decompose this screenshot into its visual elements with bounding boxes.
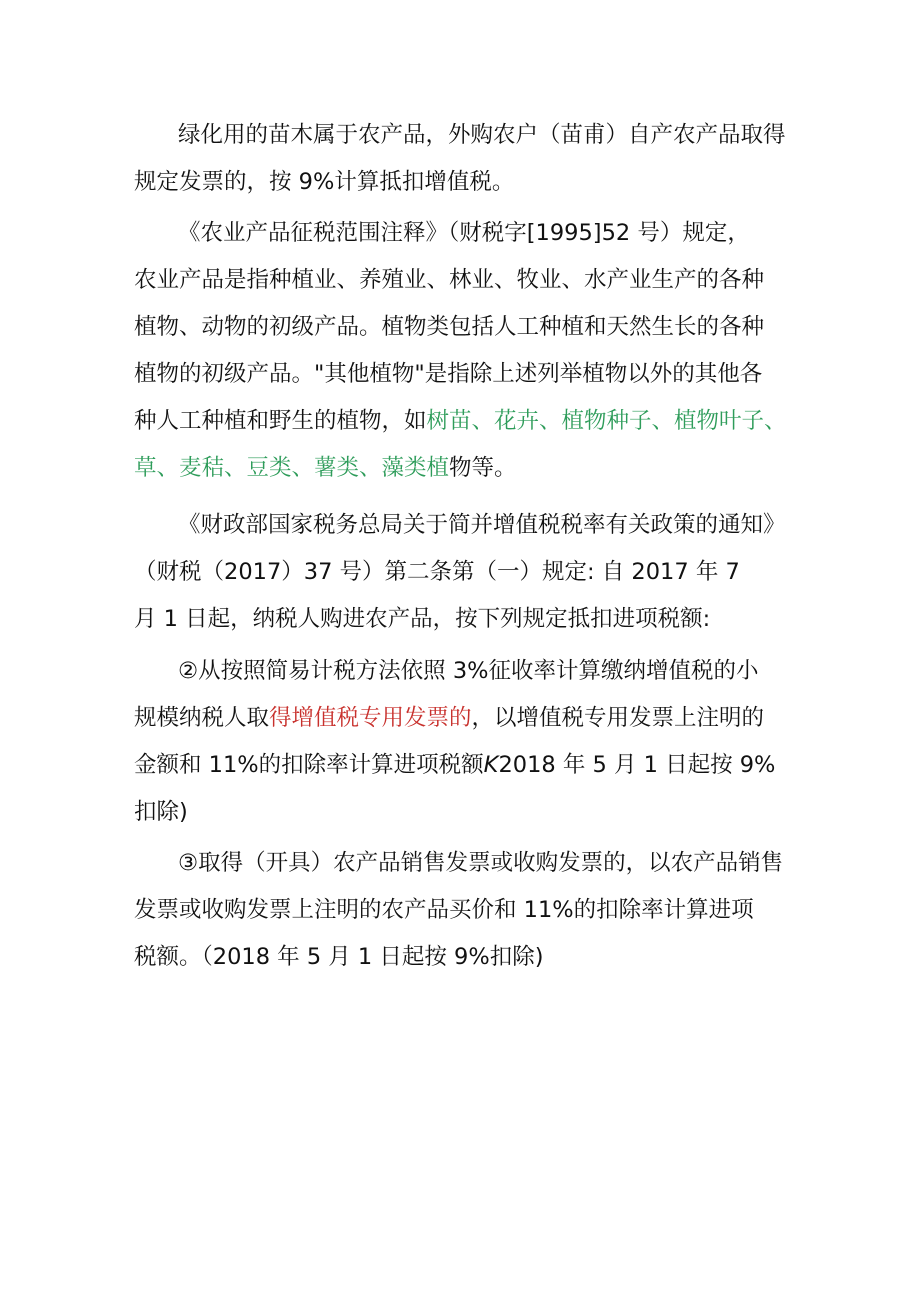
paragraph-tax-notice (134, 502, 794, 643)
text-line: 植物的初级产品。"其他植物"是指除上述列举植物以外的其他各 (134, 361, 763, 387)
text-line: 农业产品是指种植业、养殖业、林业、牧业、水产业生产的各种 (134, 267, 765, 293)
text-line: （财税（2017）37 号）第二条第（一）规定: 自 2017 年 7 (134, 559, 740, 585)
highlighted-text: 草、麦秸、豆类、薯类、藻类植 (134, 455, 450, 481)
text-line: ②从按照简易计税方法依照 3%征收率计算缴纳增值税的小 (178, 658, 759, 684)
paragraph-item-3 (134, 840, 794, 981)
paragraph-item-2 (134, 648, 794, 836)
text-segment: 种人工种植和野生的植物，如 (134, 408, 427, 434)
text-segment: ，以增值税专用发票上注明的 (471, 705, 765, 731)
text-line: 绿化用的苗木属于农产品，外购农户（苗甫）自产农产品取得 (178, 122, 786, 148)
text-segment: 规模纳税人取 (134, 705, 270, 731)
text-line: 扣除) (134, 799, 188, 825)
text-segment: K (483, 752, 499, 778)
text-line: 植物、动物的初级产品。植物类包括人工种植和天然生长的各种 (134, 314, 765, 340)
text-line (134, 742, 794, 789)
text-line: 规定发票的，按 9%计算抵扣增值税。 (134, 169, 515, 195)
text-line (134, 695, 794, 742)
text-line: 税额。（2018 年 5 月 1 日起按 9%扣除) (134, 944, 544, 970)
text-line: ③取得（开具）农产品销售发票或收购发票的，以农产品销售 (178, 850, 784, 876)
text-segment: 物等。 (449, 455, 517, 481)
text-segment: 2018 年 5 月 1 日起按 9% (498, 752, 776, 778)
text-line (134, 398, 794, 445)
text-line: 发票或收购发票上注明的农产品买价和 11%的扣除率计算进项 (134, 897, 754, 923)
text-line: 《农业产品征税范围注释》（财税字[1995]52 号）规定， (178, 220, 750, 246)
paragraph-agricultural-scope (134, 210, 794, 492)
paragraph-seedlings (134, 112, 794, 206)
highlighted-text: 树苗、花卉、植物种子、植物叶子、 (426, 408, 787, 434)
text-line: 月 1 日起，纳税人购进农产品，按下列规定抵扣进项税额: (134, 606, 711, 632)
text-line: 《财政部国家税务总局关于简并增值税税率有关政策的通知》 (178, 512, 786, 538)
highlighted-text: 得增值税专用发票的 (269, 705, 472, 731)
text-line (134, 445, 794, 492)
text-segment: 金额和 11%的扣除率计算进项税额 (134, 752, 484, 778)
